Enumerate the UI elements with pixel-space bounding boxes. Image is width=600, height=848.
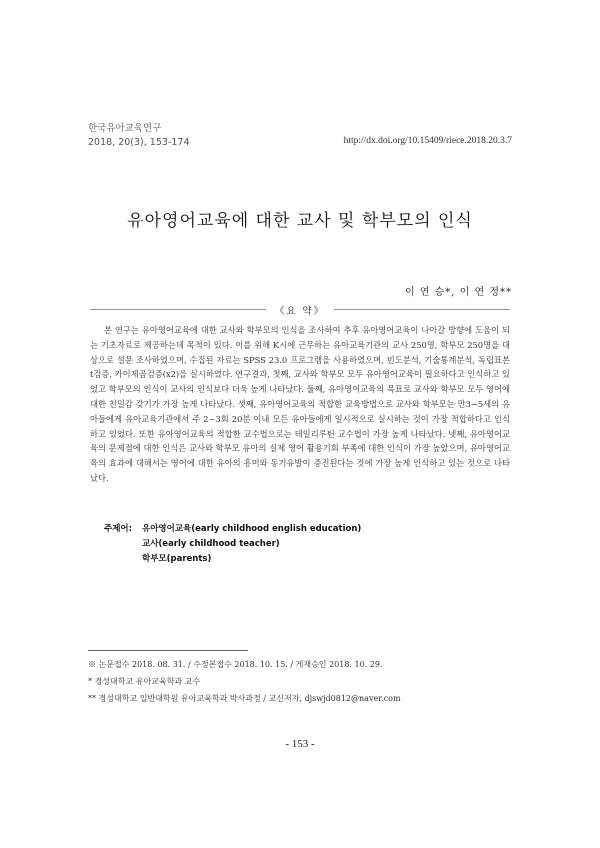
footnote-author-2: ** 경성대학교 일반대학원 유아교육학과 박사과정 / 교신저자, djswjd0812@naver.com [88,694,401,703]
doi-link[interactable]: http://dx.doi.org/10.15409/riece.2018.20.3.7 [343,136,512,146]
heading-rule-right [334,309,510,310]
keyword-row [104,552,361,567]
keywords-label: 주제어: [104,524,133,534]
journal-info [88,122,190,150]
keywords [104,522,361,567]
volume-info: 2018, 20(3), 153-174 [88,137,190,148]
paper-title: 유아영어교육에 대한 교사 및 학부모의 인식 [127,211,473,231]
keyword-item: 유아영어교육(early childhood english education) [142,524,362,534]
keyword-row [104,522,361,537]
footnote-dates: ※ 논문접수 2018. 08. 31. / 수정본접수 2018. 10. 15. / 게재승인 2018. 10. 29. [88,660,383,669]
keyword-item: 학부모(parents) [142,554,212,564]
keyword-item: 교사(early childhood teacher) [142,539,280,549]
page-number: - 153 - [285,738,315,750]
footnotes [88,656,401,707]
footnote-divider [88,650,248,651]
keyword-row [104,537,361,552]
authors: 이 연 승*, 이 연 정** [404,287,512,298]
journal-name: 한국유아교육연구 [88,123,162,134]
abstract-body: 본 연구는 유아영어교육에 대한 교사와 학부모의 인식을 조사하여 추후 유아영어교육이 나아갈 방향에 도움이 되는 기초자료로 제공하는데 목적이 있다. 이를 위해 K시에 근무하는 유아교육기관의 교사 250명, 학부모 250명을 대상으로 설문 조사하였으며, 수집된 자료는 SPSS 23.0 프로그램을 사용하였으며, 빈도분석, 기술통계분석, 독립표본 t검증, 카이제곱검증(x2)을 실시하였다. 연구결과, 첫째, 교사와 학부모 모두 유아영어교육이 필요하다고 인식하고 있었고 학부모의 인식이 교사의 인식보다 더욱 높게 나타났다. 둘째, 유아영어교육의 목표로 교사와 학부모 모두 영어에 대한 친밀감 갖기가 가장 높게 나타났다. 셋째, 유아영어교육의 적합한 교육방법으로 교사와 학부모는 만3~5세의 유아들에게 유아교육기관에서 주 2~3회 20분 이내 모든 유아들에게 일시적으로 실시하는 것이 가장 적합하다고 인식하고 있었다. 또한 유아영어교육의 적합한 교수법으로는 테일리루틴 교수법이 가장 높게 나타났다. 넷째, 유아영어교육의 문제점에 대한 인식은 교사와 학부모 유아의 실제 영어 활용기회 부족에 대한 인식이 가장 높았으며, 유아영어교육의 효과에 대해서는 영어에 대한 유아의 흥미와 동기유발이 증진된다는 것에 가장 높게 인식하고 있는 것으로 나타났다. [90,325,510,483]
abstract-heading-label: 《요 약》 [274,306,326,317]
footnote-author-1: * 경성대학교 유아교육학과 교수 [88,677,201,686]
